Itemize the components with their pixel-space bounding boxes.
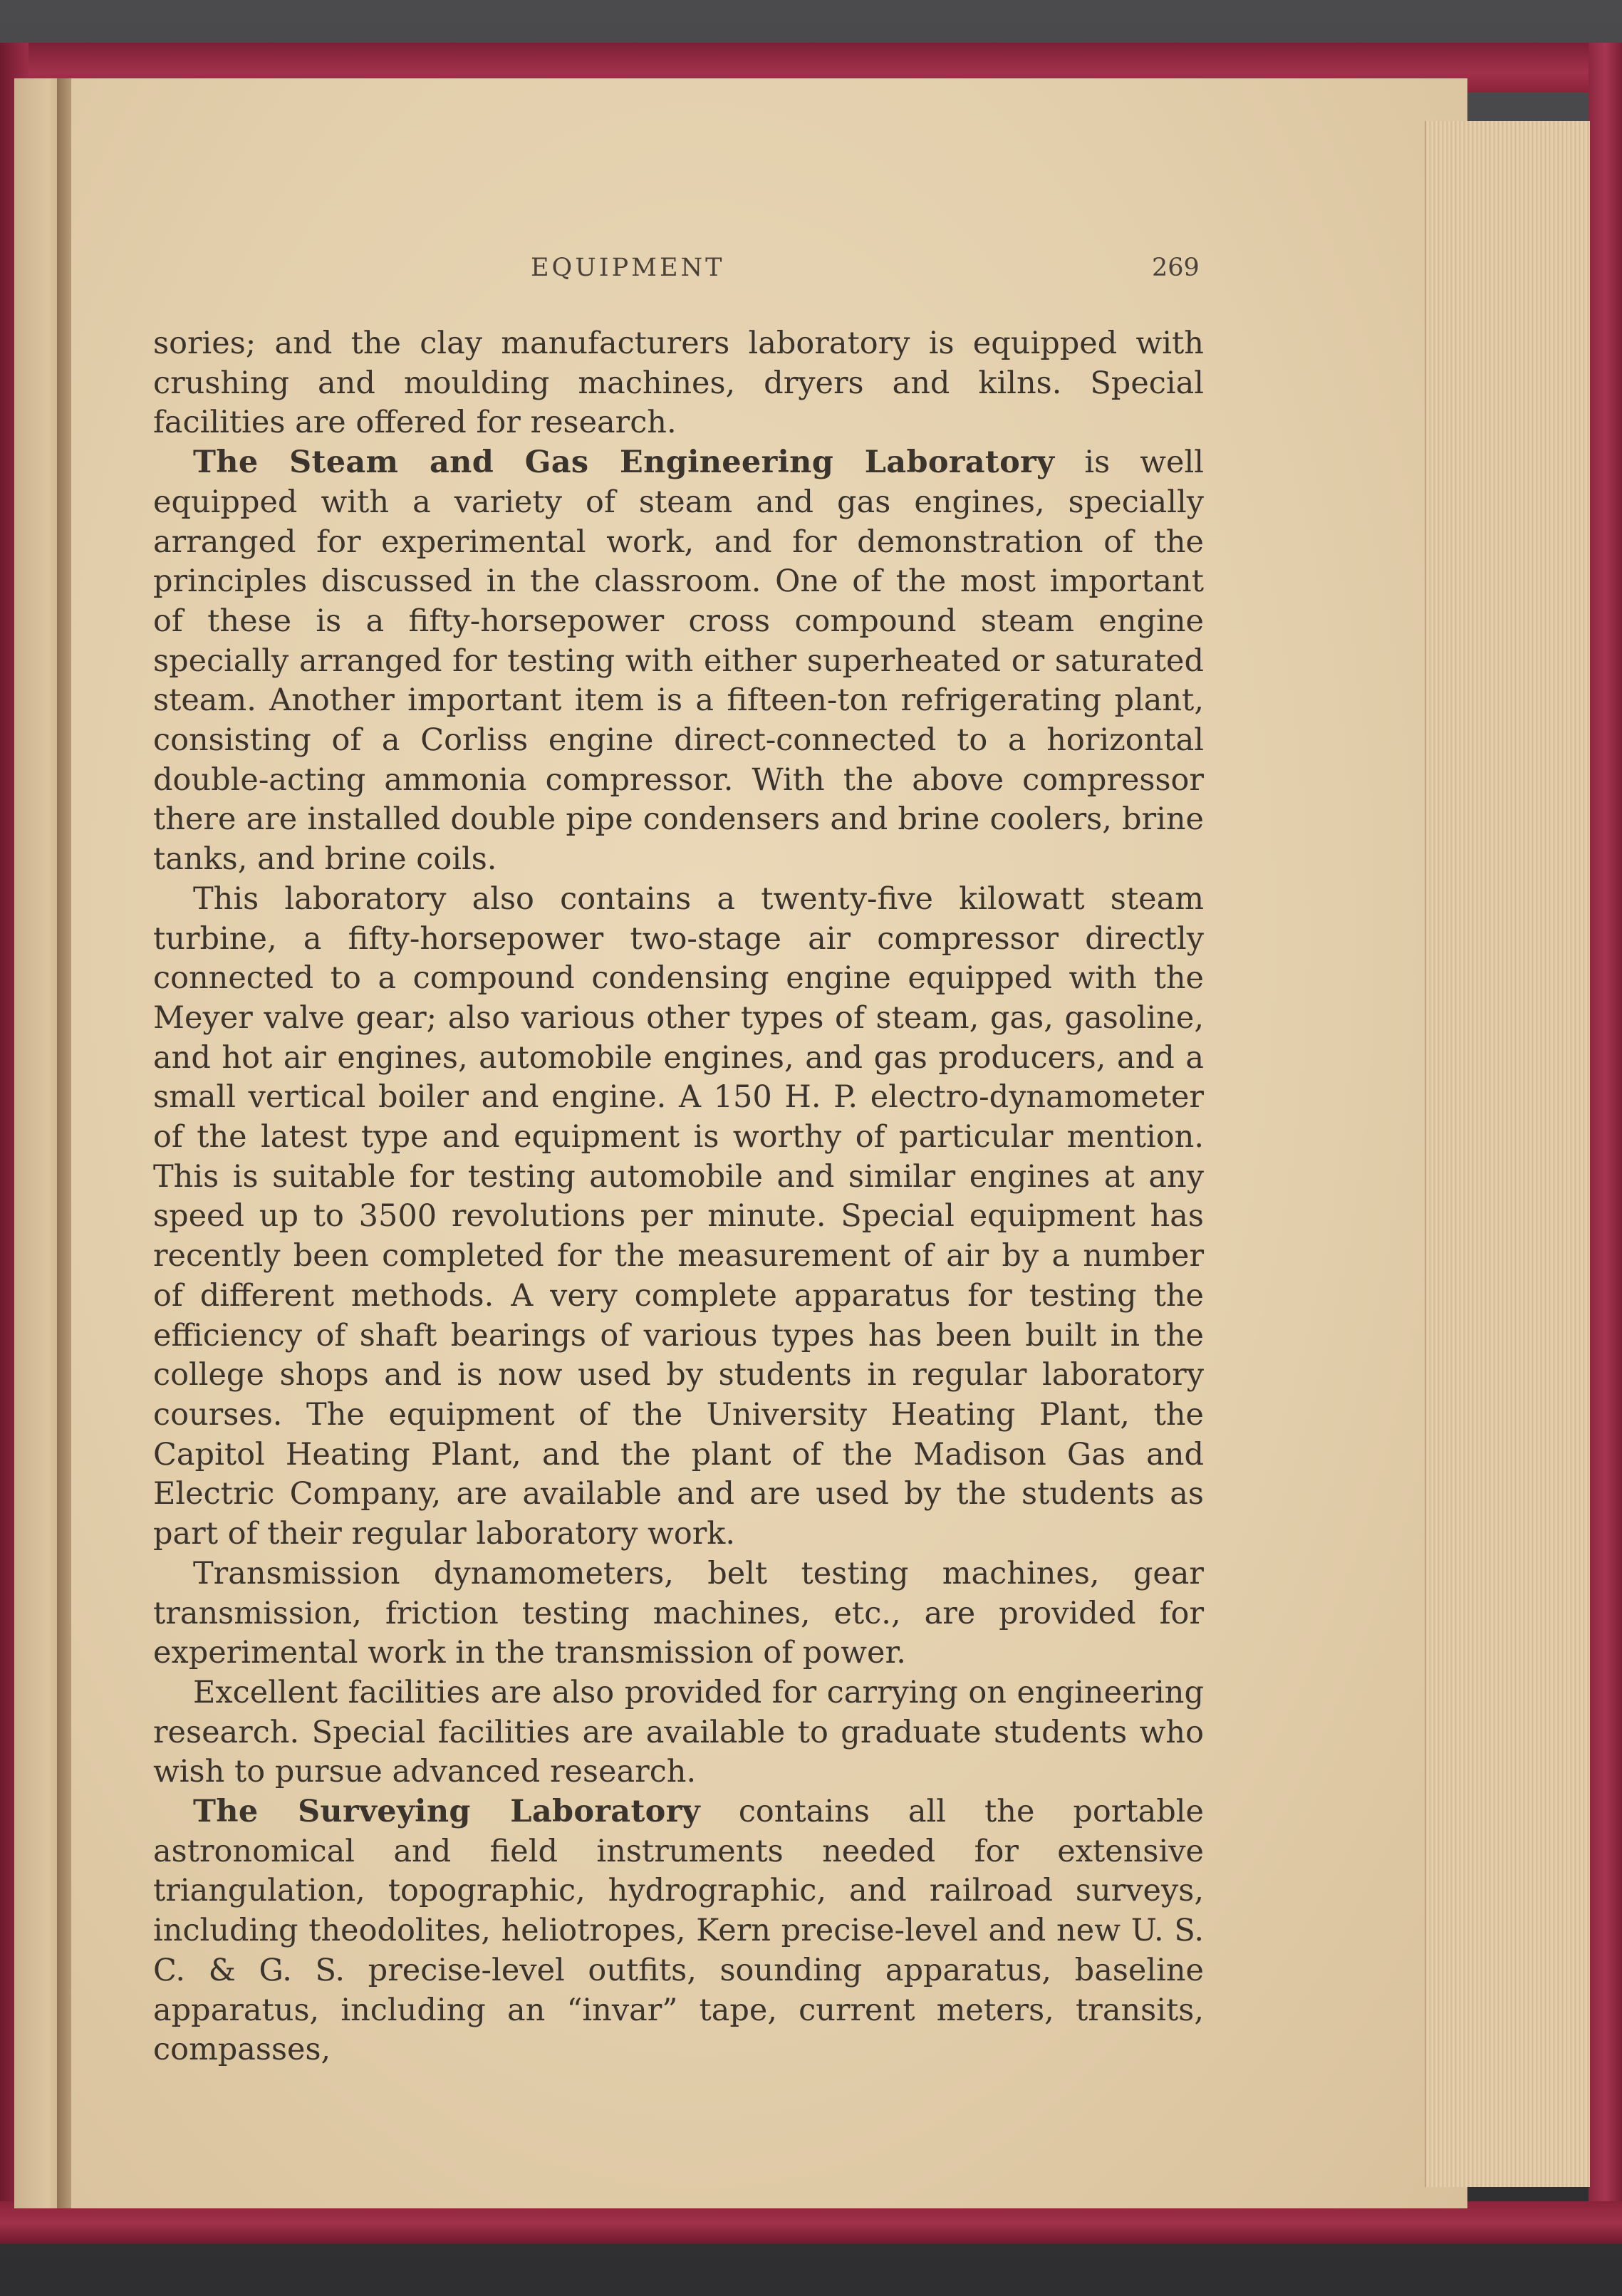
page-block-edges <box>1425 121 1590 2187</box>
paragraph-text: Excellent facilities are also provided for carrying on engineering research. Special facilities are available to graduate students who wish to pursue advanced research. <box>153 1674 1204 1790</box>
paragraph <box>153 1554 1204 1673</box>
paragraph-text: This laboratory also contains a twenty-five kilowatt steam turbine, a fifty-horsepower two-stage air compressor directly connected to a compound condensing engine equipped with the Meyer valve gear; also various other types of steam, gas, gasoline, and hot air engines, automobile engines, and gas producers, and a small vertical boiler and engine. A 150 H. P. electro-dynamometer of the latest type and equipment is worthy of particular mention. This is suitable for testing automobile and similar engines at any speed up to 3500 revolutions per minute. Special equipment has recently been completed for the measurement of air by a number of different methods. A very complete apparatus for testing the efficiency of shaft bearings of various types has been built in the college shops and is now used by students in regular laboratory courses. The equipment of the University Heating Plant, the Capitol Heating Plant, and the plant of the Madison Gas and Electric Company, are available and are used by the students as part of their regular laboratory work. <box>153 881 1204 1552</box>
running-title: EQUIPMENT <box>531 254 725 282</box>
paragraph-text: Transmission dynamometers, belt testing machines, gear transmission, friction testing machines, etc., are provided for experimental work in the transmission of power. <box>153 1555 1204 1671</box>
paragraph-text: is well equipped with a variety of steam and gas engines, specially arranged for experimental work, and for demonstration of the principles discussed in the classroom. One of the most important of these is a fifty-horsepower cross compound steam engine specially arranged for testing with either superheated or saturated steam. Another important item is a fifteen-ton refrigerating plant, consisting of a Corliss engine direct-connected to a horizontal double-acting ammonia compressor. With the above compressor there are installed double pipe condensers and brine coolers, brine tanks, and brine coils. <box>153 445 1204 878</box>
paragraph <box>153 443 1204 880</box>
paragraph <box>153 324 1204 443</box>
paragraph <box>153 1673 1204 1792</box>
section-lead: The Surveying Laboratory <box>193 1794 700 1830</box>
book-cover-right-edge <box>1589 43 1622 2237</box>
page-number: 269 <box>1152 254 1200 282</box>
running-head <box>0 251 1622 294</box>
paragraph <box>153 1792 1204 2070</box>
paragraph-text: sories; and the clay manufacturers laboratory is equipped with crushing and moulding machines, dryers and kilns. Special facilities are offered for research. <box>153 326 1204 441</box>
paragraph-text: contains all the portable astronomical and field instruments needed for extensive triangulation, topographic, hydrographic, and railroad surveys, including theodolites, heliotropes, Kern precise-level and new U. S. C. & G. S. precise-level outfits, sounding apparatus, baseline apparatus, including an “invar” tape, current meters, transits, compasses, <box>153 1794 1204 2068</box>
section-lead: The Steam and Gas Engineering Laboratory <box>193 445 1055 481</box>
paragraph <box>153 880 1204 1554</box>
body-text <box>153 324 1204 2070</box>
